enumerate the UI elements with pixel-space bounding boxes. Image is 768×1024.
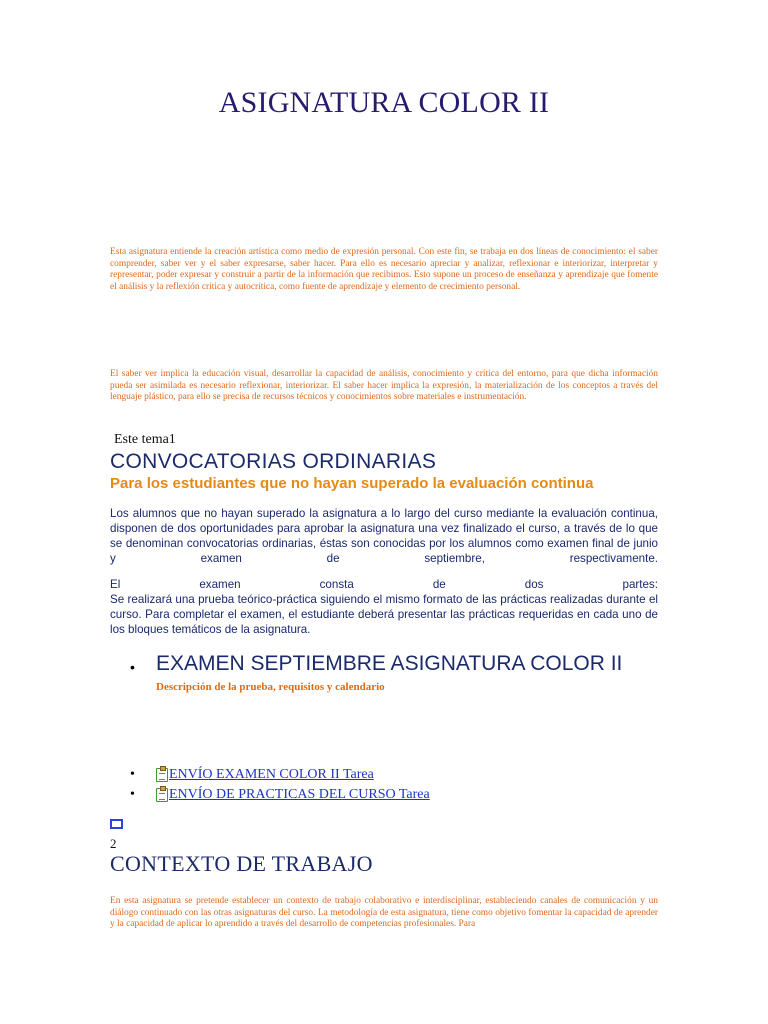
contexto-body: En esta asignatura se pretende establecer un contexto de trabajo colaborativo e interdisciplinar, estableciendo canales de comunicación y un diálogo continuado con las otras asignaturas del curso. La metodología de esta asignatura, tiene como objetivo fomentar la capacidad de aprender y la capacidad de aplicar lo aprendido a través del desarrollo de competencias profesionales. Para [110, 896, 658, 930]
exam-word: dos [524, 578, 544, 591]
document-title: ASIGNATURA COLOR II [218, 86, 550, 119]
bullet: • [130, 787, 135, 802]
envio-examen-link[interactable]: ENVÍO EXAMEN COLOR II Tarea [169, 767, 374, 782]
convocatorias-heading: CONVOCATORIAS ORDINARIAS [110, 450, 437, 473]
exam-body-text: Se realizará una prueba teórico-práctica siguiendo el mismo formato de las prácticas realizadas durante el curso. Para completar el examen, el estudiante deberá presentar las prácticas requeridas en cada uno de los bloques temáticos de la asignatura. [110, 593, 658, 636]
envio-practicas-link[interactable]: ENVÍO DE PRACTICAS DEL CURSO Tarea [169, 787, 430, 802]
exam-description [110, 577, 658, 637]
assignment-links [130, 765, 430, 805]
contexto-heading: CONTEXTO DE TRABAJO [110, 851, 373, 876]
convocatorias-subheading: Para los estudiantes que no hayan superado la evaluación continua [110, 475, 594, 492]
exam-word: examen [199, 578, 241, 591]
clipboard-icon[interactable] [156, 788, 168, 802]
clipboard-icon[interactable] [156, 768, 168, 782]
exam-word: consta [319, 578, 354, 591]
exam-word: de [432, 578, 446, 591]
exam-word: partes: [622, 578, 658, 591]
convocatorias-body: Los alumnos que no hayan superado la asignatura a lo largo del curso mediante la evaluación continua, disponen de dos oportunidades para aprobar la asignatura una vez finalizado el curso, a través de lo que se denominan convocatorias ordinarias, éstas son conocidas por los alumnos como examen final de junio y examen de septiembre, respectivamente. [110, 507, 658, 565]
exam-word: El [110, 578, 121, 591]
tema-label: Este tema1 [114, 432, 176, 447]
examen-list-item [130, 651, 670, 693]
intro-paragraph-2: El saber ver implica la educación visual, desarrollar la capacidad de análisis, conocimiento y crítica del entorno, para que dicha información pueda ser asimilada es necesario reflexionar, interiorizar. El saber hacer implica la expresión, la materialización de los conceptos a través del lenguaje plástico, para ello se precisa de recursos técnicos y conocimientos sobre materiales e instrumentación. [110, 369, 658, 403]
examen-description: Descripción de la prueba, requisitos y calendario [156, 681, 385, 693]
exam-parts-line [110, 577, 658, 592]
checkbox-icon[interactable] [110, 819, 123, 829]
list-item [130, 785, 430, 805]
bullet: • [130, 767, 135, 782]
intro-paragraph-1: Esta asignatura entiende la creación artística como medio de expresión personal. Con este fin, se trabaja en dos líneas de conocimiento: el saber comprender, saber ver y el saber expresarse, saber hacer. Para ello es necesario apreciar y analizar, reflexionar e interiorizar, interpretar y representar, poder expresar y construir a partir de la información que recibimos. Esto supone un proceso de enseñanza y aprendizaje que fomente el análisis y la reflexión crítica y autocrítica, como fuente de aprendizaje y elemento de crecimiento personal. [110, 247, 658, 292]
list-item [130, 765, 430, 785]
bullet: • [130, 659, 135, 675]
page-number: 2 [110, 836, 117, 851]
examen-heading: EXAMEN SEPTIEMBRE ASIGNATURA COLOR II [156, 652, 623, 675]
